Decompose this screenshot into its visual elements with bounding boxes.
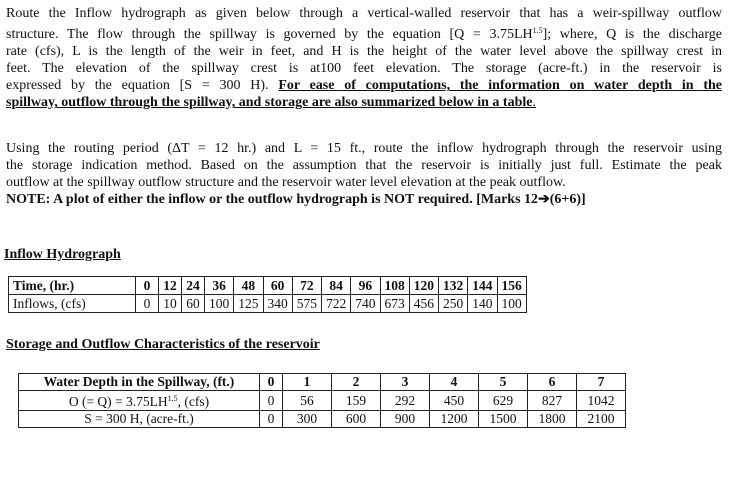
inflow-cell: 140 <box>468 295 497 313</box>
outflow-label <box>19 391 260 411</box>
time-cell: 72 <box>292 277 321 295</box>
depth-cell: 0 <box>260 374 283 391</box>
storage-cell: 2100 <box>577 411 626 428</box>
table-row <box>9 295 527 313</box>
inflow-cell: 100 <box>497 295 526 313</box>
p2-line-2: the storage indication method. Based on the assumption that the reservoir is initially just full. Estimate the peak <box>6 158 722 174</box>
table-row <box>19 391 626 411</box>
table-row <box>19 411 626 428</box>
outflow-cell: 629 <box>479 391 528 411</box>
inflow-cell: 0 <box>136 295 159 313</box>
depth-cell: 6 <box>528 374 577 391</box>
depth-cell: 4 <box>430 374 479 391</box>
outflow-cell: 827 <box>528 391 577 411</box>
p1-exponent: 1.5 <box>532 26 543 36</box>
inflow-heading: Inflow Hydrograph <box>4 247 121 262</box>
storage-cell: 300 <box>283 411 332 428</box>
inflow-cell: 60 <box>182 295 205 313</box>
inflow-cell: 673 <box>380 295 409 313</box>
p1-line-2 <box>6 22 722 43</box>
time-cell: 36 <box>205 277 234 295</box>
outflow-cell: 0 <box>260 391 283 411</box>
time-cell: 108 <box>380 277 409 295</box>
storage-cell: 600 <box>332 411 381 428</box>
table-row <box>9 277 527 295</box>
inflow-cell: 340 <box>263 295 292 313</box>
p1-line-1: Route the Inflow hydrograph as given below through a vertical-walled reservoir that has a weir-spillway outflow <box>6 6 722 21</box>
outflow-label-text: O (= Q) = 3.75LH <box>68 394 168 409</box>
outflow-cell: 292 <box>381 391 430 411</box>
p1-line-2-rest: ]; where, Q is the discharge <box>542 27 722 43</box>
depth-cell: 5 <box>479 374 528 391</box>
time-cell: 0 <box>136 277 159 295</box>
inflow-cell: 250 <box>439 295 468 313</box>
time-cell: 12 <box>159 277 182 295</box>
time-cell: 60 <box>263 277 292 295</box>
p1-line-5-emphasis: For ease of computations, the information on water depth in the <box>278 78 722 94</box>
p2-line-3: outflow at the spillway outflow structure and the reservoir water level elevation at the peak outflow. <box>6 175 566 191</box>
inflow-cell: 100 <box>205 295 234 313</box>
time-label: Time, (hr.) <box>9 277 136 295</box>
depth-cell: 1 <box>283 374 332 391</box>
time-cell: 156 <box>497 277 526 295</box>
depth-label: Water Depth in the Spillway, (ft.) <box>19 374 260 391</box>
storage-cell: 900 <box>381 411 430 428</box>
time-cell: 96 <box>351 277 380 295</box>
p1-line-6 <box>6 94 722 111</box>
storage-table <box>18 373 626 428</box>
storage-cell: 1200 <box>430 411 479 428</box>
depth-cell: 2 <box>332 374 381 391</box>
p1-line-5 <box>6 77 722 94</box>
p2-line-1: Using the routing period (ΔT = 12 hr.) and L = 15 ft., route the inflow hydrograph through the reservoir using <box>6 141 722 156</box>
depth-cell: 7 <box>577 374 626 391</box>
storage-cell: 1500 <box>479 411 528 428</box>
outflow-cell: 56 <box>283 391 332 411</box>
table-row <box>19 374 626 391</box>
outflow-cell: 1042 <box>577 391 626 411</box>
storage-cell: 0 <box>260 411 283 428</box>
problem-paragraph-1 <box>6 5 722 112</box>
inflow-cell: 10 <box>159 295 182 313</box>
depth-cell: 3 <box>381 374 430 391</box>
time-cell: 84 <box>322 277 351 295</box>
p1-line-6-end: . <box>532 95 536 111</box>
p1-line-3: rate (cfs), L is the length of the weir in feet, and H is the height of the water level above the spillway crest in <box>6 44 722 60</box>
p1-line-2-text: structure. The flow through the spillway is governed by the equation [Q = 3.75LH <box>6 27 533 43</box>
storage-heading: Storage and Outflow Characteristics of the reservoir <box>6 337 320 352</box>
time-cell: 48 <box>234 277 263 295</box>
time-cell: 24 <box>182 277 205 295</box>
inflow-cell: 575 <box>292 295 321 313</box>
storage-label: S = 300 H, (acre-ft.) <box>19 411 260 428</box>
inflow-cell: 722 <box>322 295 351 313</box>
time-cell: 132 <box>439 277 468 295</box>
storage-cell: 1800 <box>528 411 577 428</box>
note-line: NOTE: A plot of either the inflow or the outflow hydrograph is NOT required. [Marks 12➔(6+6)] <box>6 192 586 208</box>
inflow-table <box>8 276 527 313</box>
outflow-cell: 159 <box>332 391 381 411</box>
p1-line-6-emphasis: spillway, outflow through the spillway, and storage are also summarized below in a table <box>6 95 533 111</box>
inflow-label: Inflows, (cfs) <box>9 295 136 313</box>
time-cell: 144 <box>468 277 497 295</box>
inflow-cell: 740 <box>351 295 380 313</box>
inflow-cell: 456 <box>409 295 438 313</box>
p1-line-4: feet. The elevation of the spillway crest is at100 feet elevation. The storage (acre-ft.) in the reservoir is <box>6 61 722 77</box>
outflow-cell: 450 <box>430 391 479 411</box>
outflow-label-unit: , (cfs) <box>177 394 210 409</box>
p1-line-5-text: expressed by the equation [S = 300 H). <box>6 78 279 94</box>
inflow-cell: 125 <box>234 295 263 313</box>
time-cell: 120 <box>409 277 438 295</box>
problem-paragraph-2 <box>6 140 722 208</box>
outflow-exponent: 1.5 <box>167 394 178 403</box>
